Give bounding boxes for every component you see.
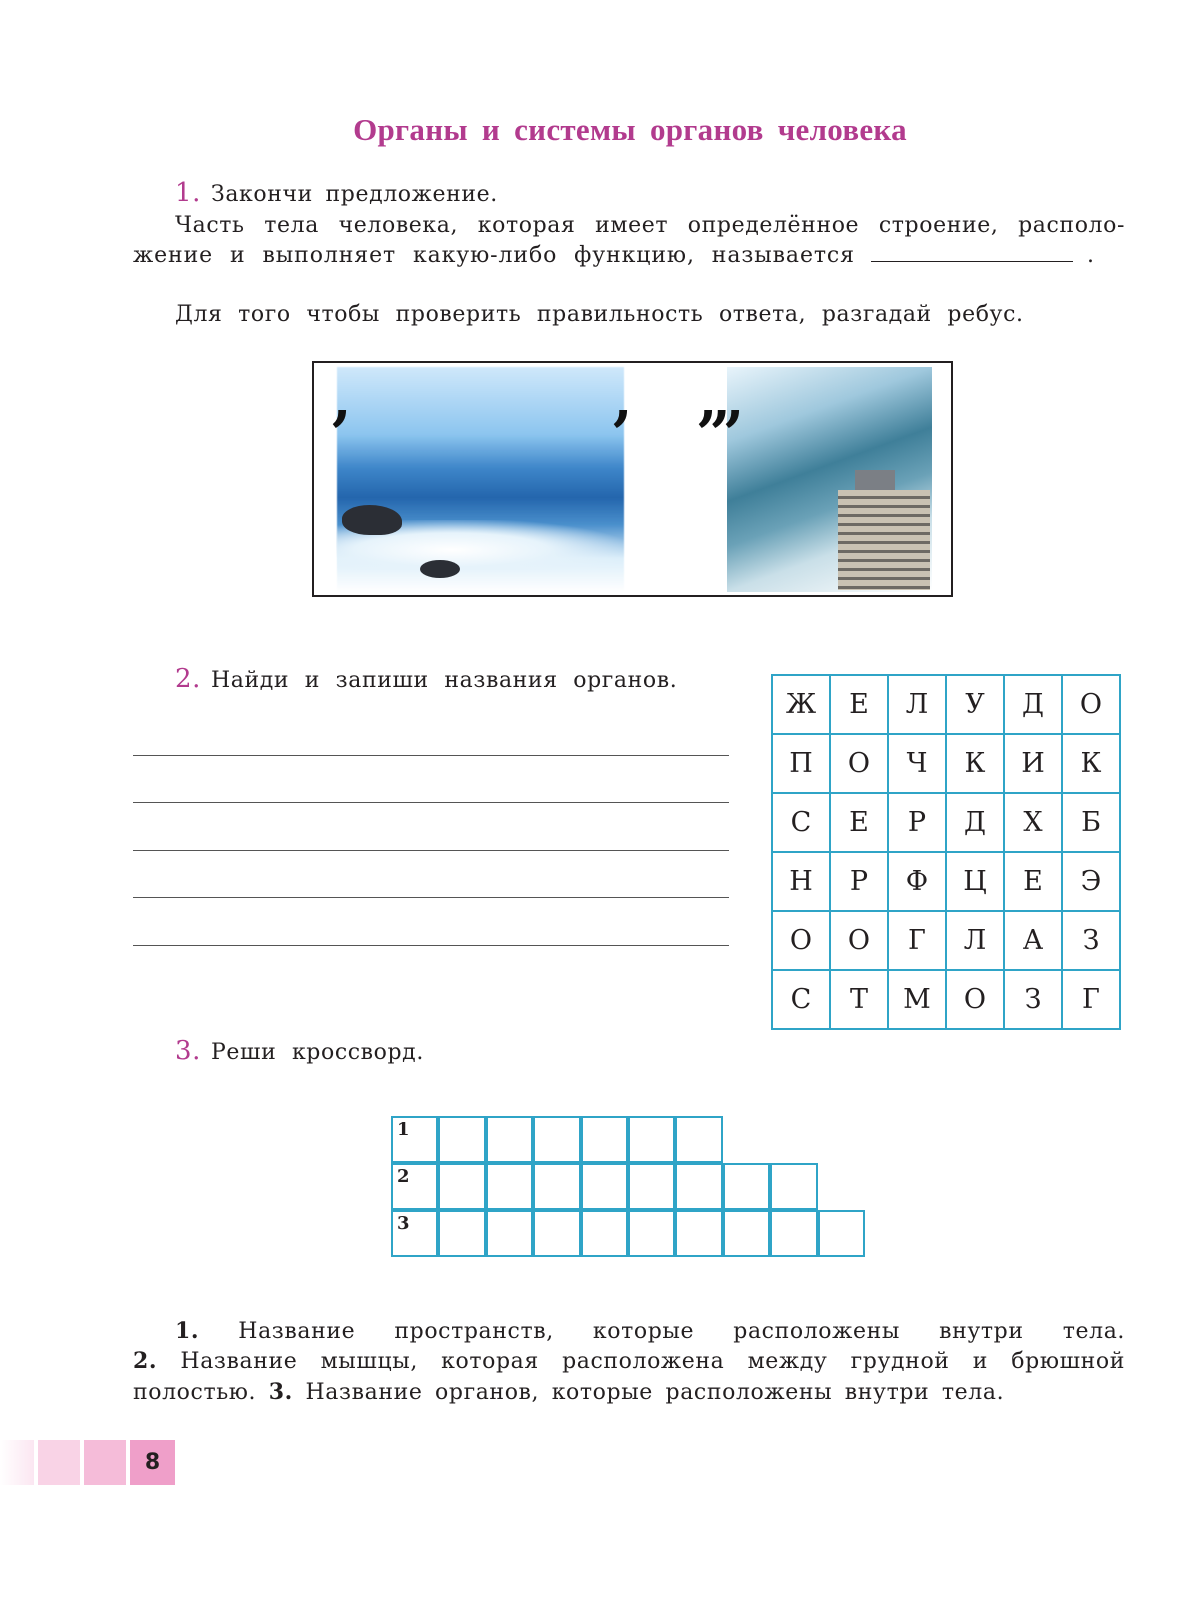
task1-hint: Для того чтобы проверить правильность ответа, разгадай ребус. xyxy=(175,302,1024,327)
crossword-row-label: 3 xyxy=(397,1213,410,1234)
letter-grid-row xyxy=(772,852,1120,911)
crossword-cell[interactable] xyxy=(581,1116,628,1163)
answer-blank[interactable] xyxy=(871,243,1073,262)
task2-instruction: Найди и запиши названия органов. xyxy=(211,668,678,693)
letter-cell[interactable]: К xyxy=(1062,734,1120,793)
strip-block-2 xyxy=(38,1440,80,1485)
crossword-cell[interactable] xyxy=(675,1116,722,1163)
crossword-cell[interactable] xyxy=(770,1163,817,1210)
clue1-word-3: которые xyxy=(592,1319,695,1344)
letter-cell[interactable]: О xyxy=(1062,675,1120,734)
letter-cell[interactable]: А xyxy=(1004,911,1062,970)
clue2-number: 2. xyxy=(133,1348,158,1374)
crossword-cell[interactable] xyxy=(391,1116,438,1163)
clue3-text: Название органов, которые расположены внутри тела. xyxy=(305,1380,1005,1405)
letter-cell[interactable]: К xyxy=(946,734,1004,793)
page-number-strip xyxy=(0,1440,180,1485)
buildings xyxy=(838,490,930,590)
letter-cell[interactable]: Ж xyxy=(772,675,830,734)
letter-grid-row xyxy=(772,734,1120,793)
crossword-cell[interactable] xyxy=(581,1210,628,1257)
crossword-cell[interactable] xyxy=(486,1210,533,1257)
rebus-comma-left-start: , xyxy=(332,367,352,433)
task1-sentence-line1: Часть тела человека, которая имеет определённое строение, располо- xyxy=(175,213,1125,238)
letter-cell[interactable]: Г xyxy=(1062,970,1120,1029)
letter-cell[interactable]: Г xyxy=(888,911,946,970)
letter-cell[interactable]: Х xyxy=(1004,793,1062,852)
clue3-number: 3. xyxy=(268,1379,293,1405)
crossword-cell[interactable] xyxy=(628,1163,675,1210)
letter-cell[interactable]: Д xyxy=(946,793,1004,852)
task3-heading xyxy=(175,1036,424,1068)
crossword-cell[interactable] xyxy=(438,1210,485,1257)
strip-block-3 xyxy=(84,1440,126,1485)
task1-heading xyxy=(175,178,498,210)
clue1-word-6: тела. xyxy=(1062,1319,1126,1344)
sea-rock-small xyxy=(420,560,460,578)
answer-line-5[interactable] xyxy=(133,945,729,946)
sea-rock xyxy=(342,505,402,535)
letter-cell[interactable]: М xyxy=(888,970,946,1029)
letter-grid-row xyxy=(772,675,1120,734)
task1-instruction: Закончи предложение. xyxy=(211,182,498,207)
letter-cell[interactable]: Ф xyxy=(888,852,946,911)
letter-grid xyxy=(771,674,1121,1030)
clue1-number: 1. xyxy=(175,1318,200,1344)
letter-cell[interactable]: Р xyxy=(888,793,946,852)
letter-cell[interactable]: О xyxy=(946,970,1004,1029)
letter-cell[interactable]: И xyxy=(1004,734,1062,793)
rebus-commas-right: ,,, xyxy=(698,367,739,433)
letter-cell[interactable]: З xyxy=(1004,970,1062,1029)
task1-sentence-end: . xyxy=(1086,243,1095,268)
crossword-cell[interactable] xyxy=(770,1210,817,1257)
letter-cell[interactable]: С xyxy=(772,793,830,852)
crossword-cell[interactable] xyxy=(628,1210,675,1257)
crossword-cell[interactable] xyxy=(675,1163,722,1210)
letter-cell[interactable]: О xyxy=(830,734,888,793)
letter-cell[interactable]: З xyxy=(1062,911,1120,970)
answer-line-3[interactable] xyxy=(133,850,729,851)
answer-line-2[interactable] xyxy=(133,802,729,803)
answer-line-1[interactable] xyxy=(133,755,729,756)
letter-cell[interactable]: Р xyxy=(830,852,888,911)
letter-cell[interactable]: Ч xyxy=(888,734,946,793)
task3-instruction: Реши кроссворд. xyxy=(211,1040,424,1065)
crossword-cell[interactable] xyxy=(723,1210,770,1257)
letter-cell[interactable]: Е xyxy=(1004,852,1062,911)
clue-3 xyxy=(133,1377,1125,1408)
letter-cell[interactable]: Л xyxy=(888,675,946,734)
crossword-cell[interactable] xyxy=(391,1163,438,1210)
crossword xyxy=(391,1116,871,1262)
letter-cell[interactable]: Е xyxy=(830,675,888,734)
task1-sentence-line2-row xyxy=(133,241,1125,271)
letter-grid-row xyxy=(772,911,1120,970)
crossword-row-label: 1 xyxy=(397,1119,410,1140)
letter-cell[interactable]: Б xyxy=(1062,793,1120,852)
crossword-cell[interactable] xyxy=(438,1116,485,1163)
crossword-cell[interactable] xyxy=(533,1163,580,1210)
strip-block-1 xyxy=(0,1440,34,1485)
crossword-cell[interactable] xyxy=(486,1116,533,1163)
clue1-word-5: внутри xyxy=(939,1319,1024,1344)
crossword-cell[interactable] xyxy=(723,1163,770,1210)
clue-1 xyxy=(175,1316,1125,1347)
clue1-word-4: расположены xyxy=(733,1319,900,1344)
letter-cell[interactable]: П xyxy=(772,734,830,793)
letter-grid-row xyxy=(772,970,1120,1029)
letter-cell[interactable]: Е xyxy=(830,793,888,852)
clue1-word-2: пространств, xyxy=(394,1319,554,1344)
letter-cell[interactable]: Э xyxy=(1062,852,1120,911)
page-number: 8 xyxy=(130,1440,175,1485)
crossword-cell[interactable] xyxy=(486,1163,533,1210)
answer-line-4[interactable] xyxy=(133,897,729,898)
letter-cell[interactable]: Н xyxy=(772,852,830,911)
crossword-cell[interactable] xyxy=(533,1210,580,1257)
clue2-text: Название мышцы, которая расположена между грудной и брюшной xyxy=(180,1349,1125,1374)
crossword-cell[interactable] xyxy=(533,1116,580,1163)
crossword-row-label: 2 xyxy=(397,1166,410,1187)
task2-number: 2. xyxy=(175,664,202,694)
rebus-comma-left-end: , xyxy=(613,367,633,433)
letter-cell[interactable]: Л xyxy=(946,911,1004,970)
task1-number: 1. xyxy=(175,178,202,208)
crossword-cell[interactable] xyxy=(628,1116,675,1163)
letter-cell[interactable]: У xyxy=(946,675,1004,734)
page-title: Органы и системы органов человека xyxy=(353,112,907,147)
task3-number: 3. xyxy=(175,1036,202,1066)
clue1-word-1: Название xyxy=(238,1319,356,1344)
task2-heading xyxy=(175,664,677,696)
task1-sentence-line2: жение и выполняет какую-либо функцию, называется xyxy=(133,243,855,268)
crossword-cell[interactable] xyxy=(438,1163,485,1210)
crossword-cell[interactable] xyxy=(391,1210,438,1257)
letter-cell[interactable]: Ц xyxy=(946,852,1004,911)
letter-grid-row xyxy=(772,793,1120,852)
crossword-cell[interactable] xyxy=(818,1210,865,1257)
clue-2 xyxy=(133,1346,1125,1377)
letter-cell[interactable]: О xyxy=(772,911,830,970)
clue2-continuation: полостью. xyxy=(133,1380,257,1405)
letter-cell[interactable]: Д xyxy=(1004,675,1062,734)
crossword-cell[interactable] xyxy=(581,1163,628,1210)
letter-cell[interactable]: Т xyxy=(830,970,888,1029)
letter-cell[interactable]: О xyxy=(830,911,888,970)
crossword-cell[interactable] xyxy=(675,1210,722,1257)
letter-cell[interactable]: С xyxy=(772,970,830,1029)
